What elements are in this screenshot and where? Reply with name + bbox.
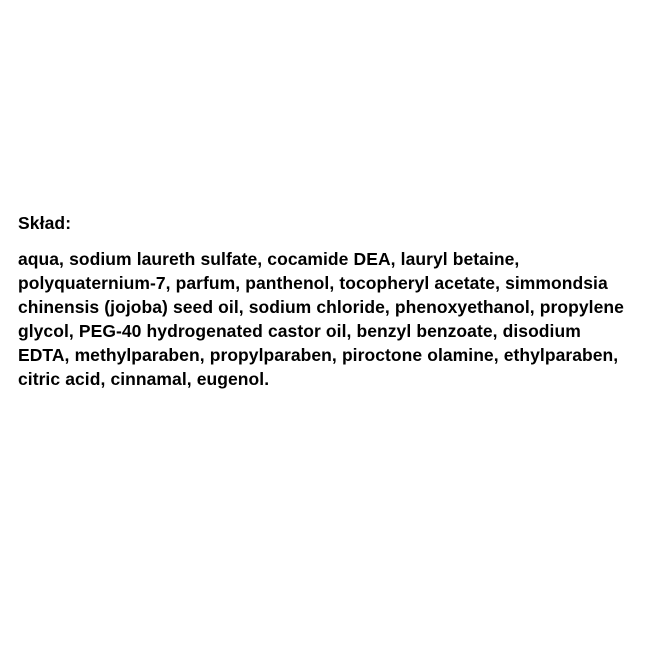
ingredients-text: aqua, sodium laureth sulfate, cocamide DEA, lauryl betaine, polyquaternium-7, parfum, panthenol, tocopheryl acetate, simmondsia chinensis (jojoba) seed oil, sodium chloride, phenoxyethanol, propylene glycol, PEG-40 hydrogenated castor oil, benzyl benzoate, disodium EDTA, methylparaben, propylparaben, piroctone olamine, ethylparaben, citric acid, cinnamal, eugenol. (18, 248, 624, 389)
ingredients-block (18, 215, 638, 391)
ingredients-heading: Skład: (18, 213, 72, 233)
